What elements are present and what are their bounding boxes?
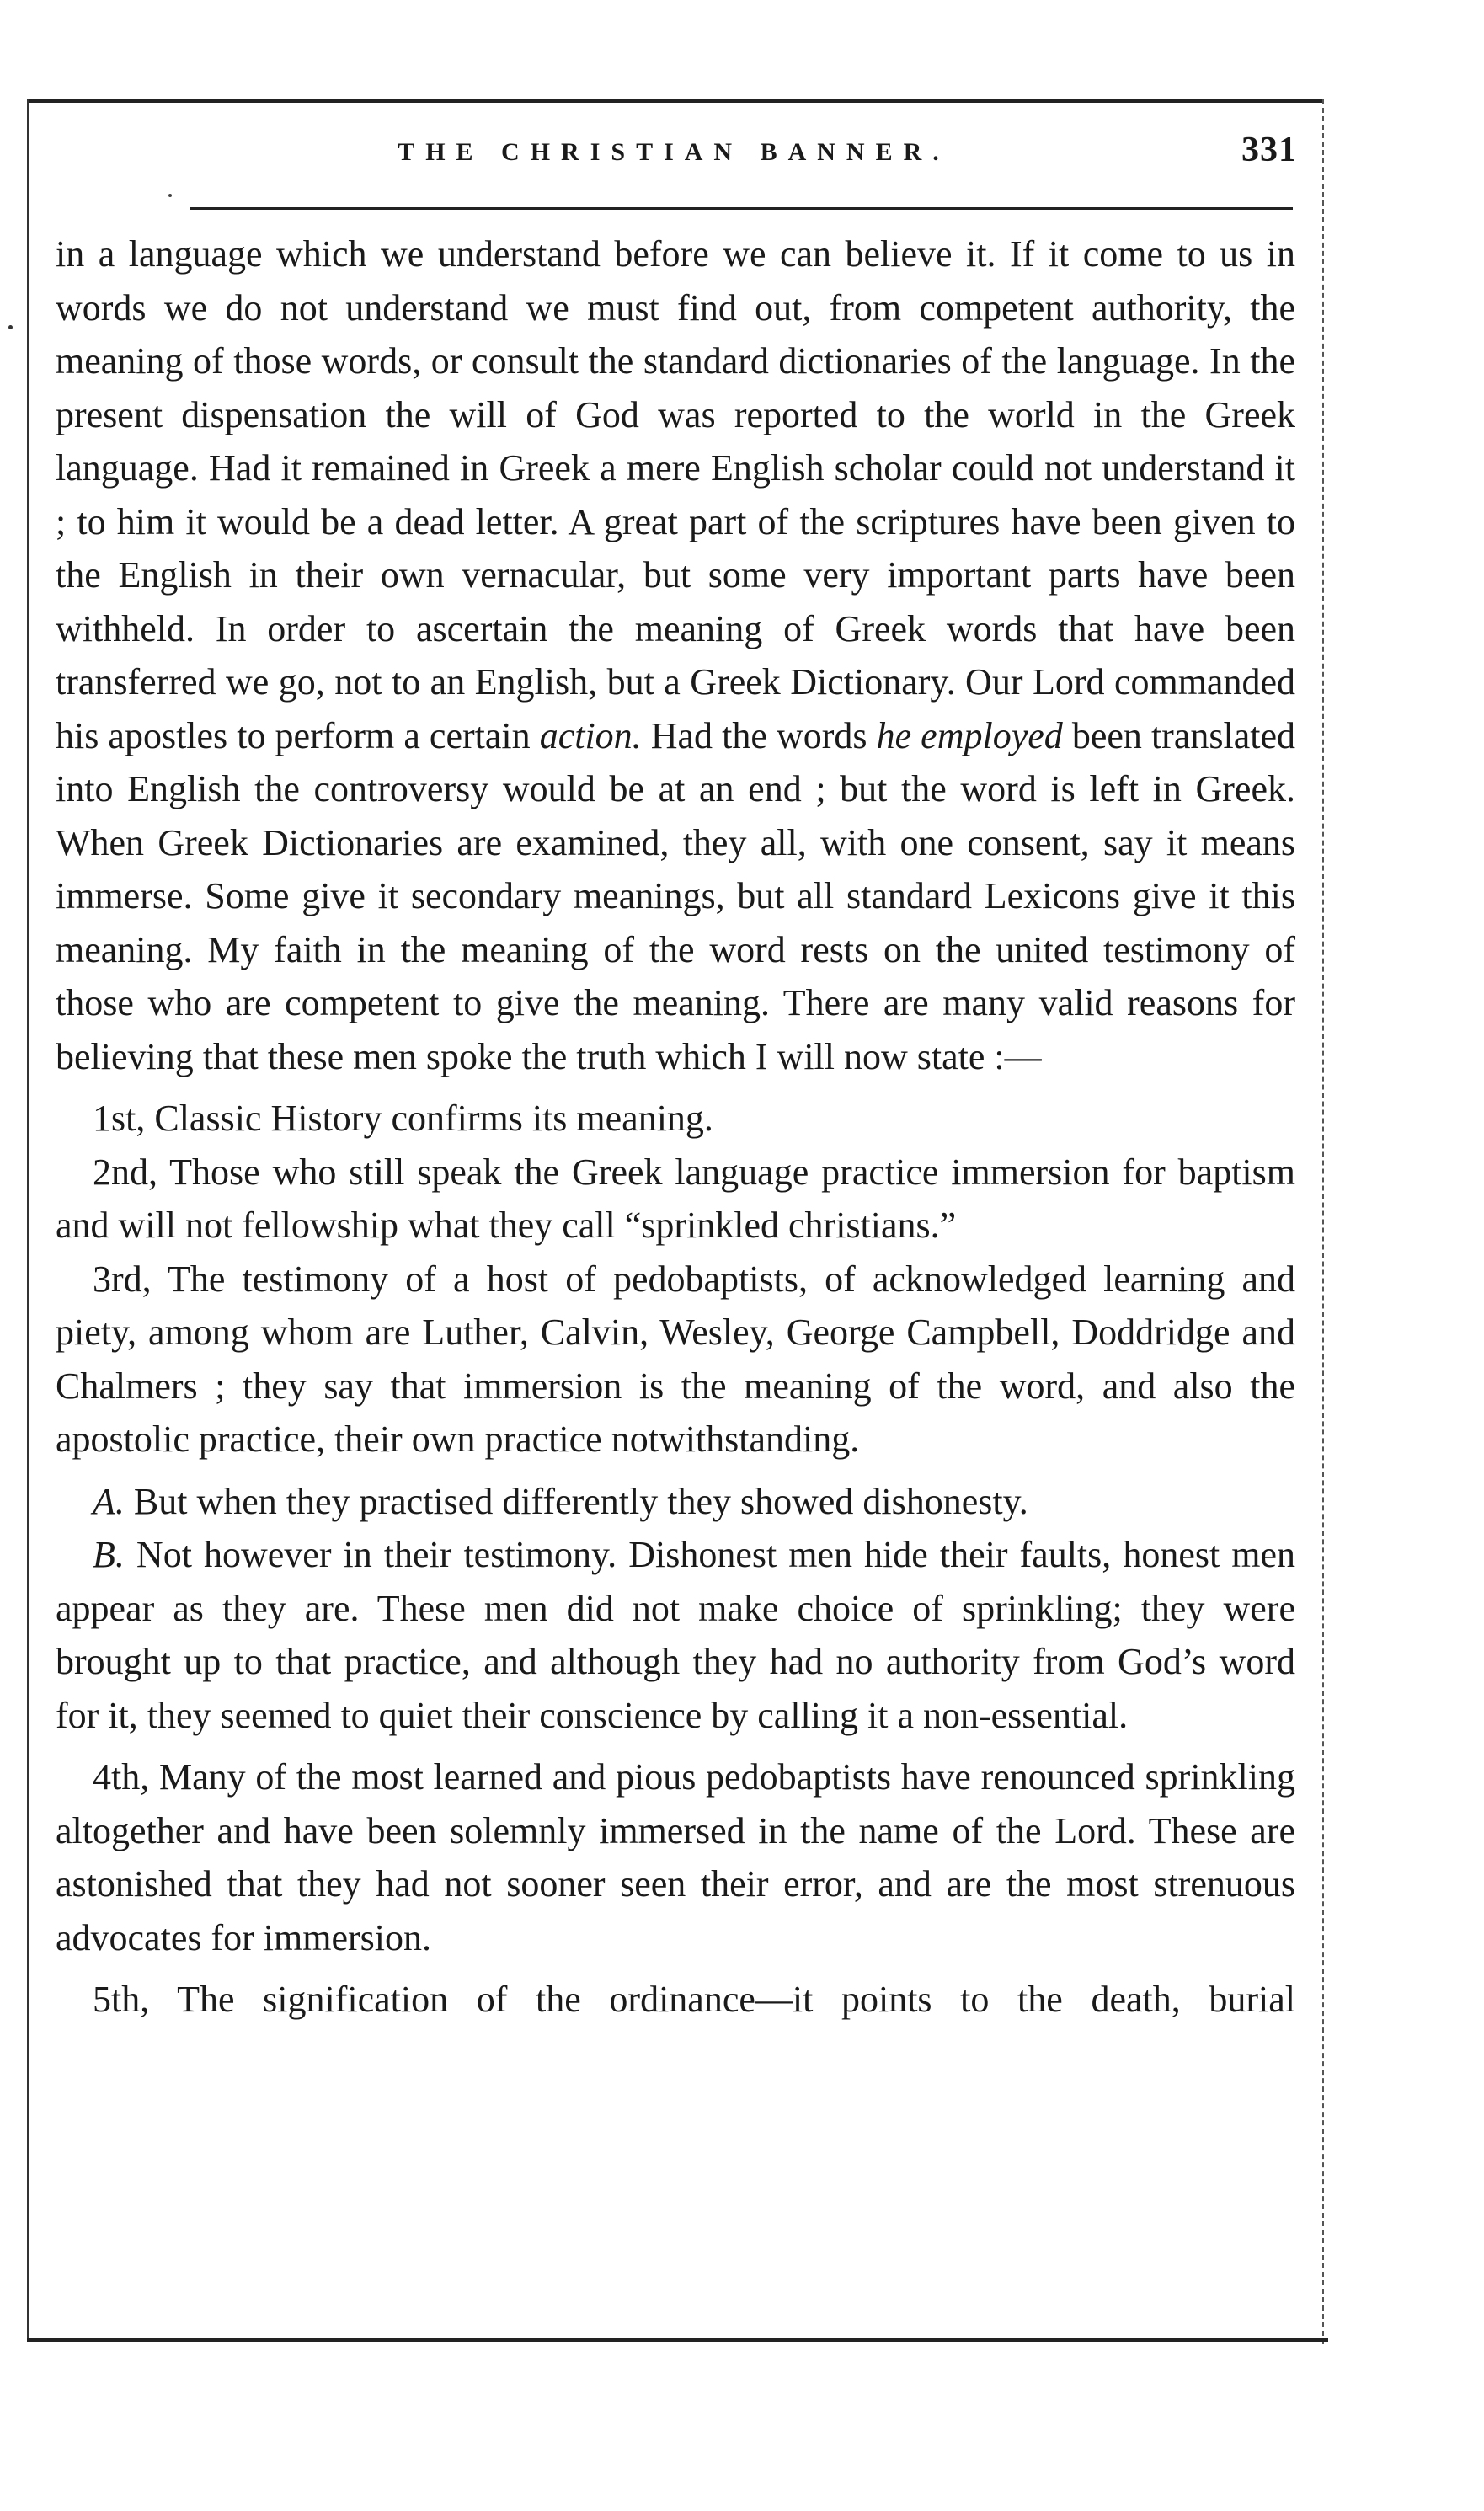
margin-mark — [8, 325, 13, 329]
page-number: 331 — [1241, 131, 1297, 169]
paragraph-fifth-reason: 5th, The signification of the ordinance—it points to the death, burial — [93, 1979, 1295, 2020]
paragraph-first-reason: 1st, Classic History confirms its meaning. — [93, 1098, 713, 1139]
dialogue-text: But when they practised differently they showed dishonesty. — [124, 1480, 1028, 1522]
paragraph-third-reason: 3rd, The testimony of a host of pedobaptists, of acknowledged learning and piety, among whom are Luther, Calvin, Wesley, George Campbell, Doddridge and Chalmers ; they say that immersion is the meaning of the word, and also the apostolic practice, their own practice notwithstanding. — [56, 1258, 1295, 1460]
paragraph-text: in a language which we understand before we can believe it. If it come to us in words we do not understand we must find out, from competent authority, the meaning of those words, or consult the standard dictionaries of the language. In the present dispensation the will of God was reported to the world in the Greek language. Had it remained in Greek a mere English scholar could not understand it ; to him it would be a dead letter. A great part of the scriptures have been given to the English in their own vernacular, but some very important parts have been withheld. In order to ascertain the meaning of Greek words that have been transferred we go, not to an English, but a Greek Dictionary. Our Lord commanded his apostles to perform a certain — [56, 233, 1295, 756]
dialogue-text: Not however in their testimony. Dishonest men hide their faults, honest men appear as they are. These men did not make choice of sprinkling; they were brought up to that practice, and although they had no authority from God’s word for it, they seemed to quiet their conscience by calling it a non-essential. — [56, 1534, 1295, 1736]
body-text — [56, 227, 1295, 2027]
dialogue-a — [56, 1475, 1295, 1529]
paragraph-continued — [56, 227, 1295, 1083]
dialogue-b — [56, 1528, 1295, 1742]
speaker-label: A. — [93, 1480, 125, 1522]
paragraph-second-reason: 2nd, Those who still speak the Greek language practice immersion for baptism and will not fellowship what they call “sprinkled christians.” — [56, 1151, 1295, 1246]
italic-word: action. — [539, 714, 642, 756]
paragraph-text: Had the words — [641, 714, 877, 756]
paragraph-text: been translated into English the controversy would be at an end ; but the word is left in Greek. When Greek Dictionaries are examined, they all, with one consent, say it means immerse. Some give it secondary meanings, but all standard Lexicons give it this meaning. My faith in the meaning of the word rests on the united testimony of those who are competent to give the meaning. There are many valid reasons for believing that these men spoke the truth which I will now state :— — [56, 714, 1295, 1077]
left-border-rule — [27, 99, 29, 2340]
paragraph-fourth-reason: 4th, Many of the most learned and pious pedobaptists have renounced sprinkling altogether and have been solemnly immersed in the name of the Lord. These are astonished that they had not sooner seen their error, and are the most strenuous advocates for immersion. — [56, 1756, 1295, 1958]
page-header — [51, 126, 1297, 177]
running-title: THE CHRISTIAN BANNER. — [398, 138, 950, 166]
top-border-rule — [27, 99, 1324, 103]
bottom-border-rule — [27, 2338, 1328, 2342]
italic-phrase: he employed — [876, 714, 1063, 756]
right-border-rule — [1322, 99, 1324, 2344]
speaker-label: B. — [93, 1534, 125, 1575]
header-mark — [168, 194, 172, 197]
header-rule — [190, 207, 1293, 210]
